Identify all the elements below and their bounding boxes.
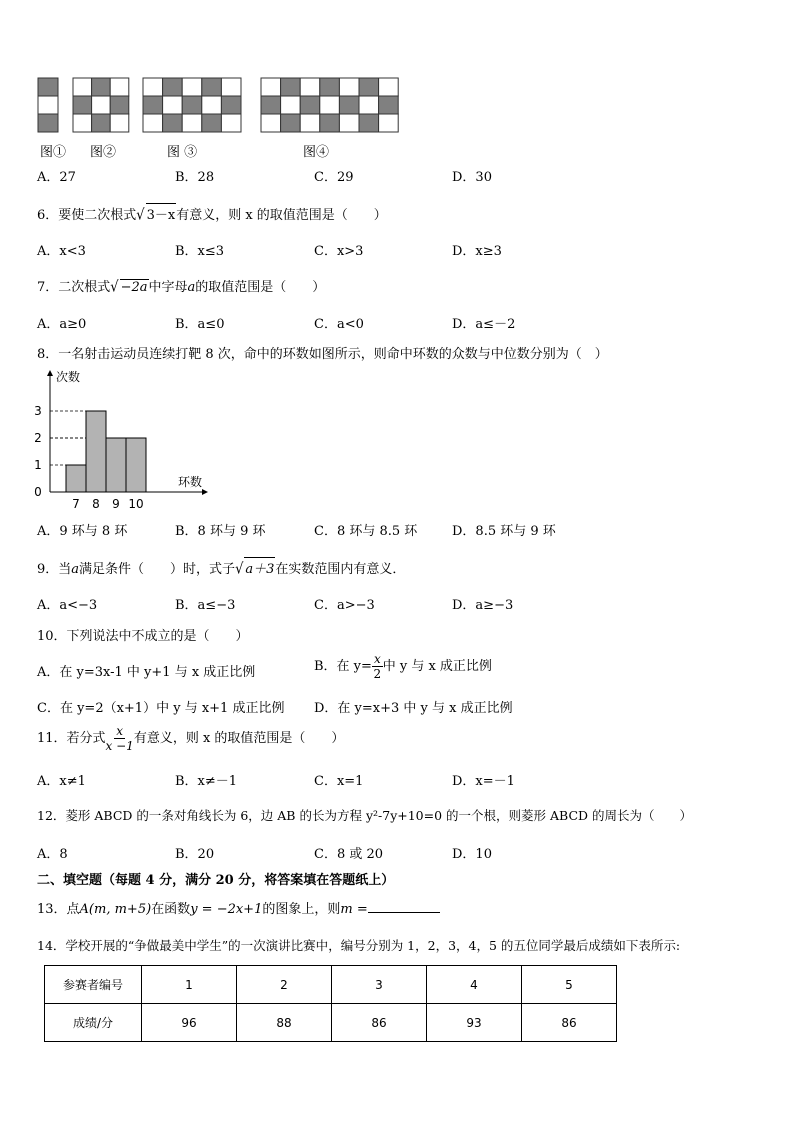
pattern-cell xyxy=(163,78,183,96)
pattern-cell xyxy=(182,96,202,114)
pattern-cell xyxy=(261,96,281,114)
q8-question: 8．一名射击运动员连续打靶 8 次，命中的环数如图所示，则命中环数的众数与中位数分别为（ ） xyxy=(37,347,608,362)
table-cell-id: 1 xyxy=(142,966,237,1004)
pattern-cell xyxy=(221,96,241,114)
pattern-cell xyxy=(143,114,163,132)
pattern-cell xyxy=(320,114,340,132)
figure-2 xyxy=(73,78,129,132)
q11-option-c: C．x=1 xyxy=(314,774,364,789)
table-cell-id: 3 xyxy=(332,966,427,1004)
q10-option-d: D．在 y=x+3 中 y 与 x 成正比例 xyxy=(314,701,513,716)
q8-option-b: B．8 环与 9 环 xyxy=(175,524,266,539)
pattern-cell xyxy=(163,96,183,114)
pattern-cell xyxy=(379,78,399,96)
q9-option-a: A．a<−3 xyxy=(37,598,98,613)
pattern-cell xyxy=(202,78,222,96)
q13-answer-blank[interactable] xyxy=(368,900,440,913)
table-cell-score: 86 xyxy=(332,1004,427,1042)
pattern-cell xyxy=(281,78,301,96)
q7-option-a: A．a≥0 xyxy=(37,317,87,332)
pattern-cell xyxy=(110,96,129,114)
pattern-cell xyxy=(182,114,202,132)
pattern-cell xyxy=(110,114,129,132)
y-axis-arrow xyxy=(47,370,53,376)
pattern-cell xyxy=(339,96,359,114)
pattern-cell xyxy=(73,114,92,132)
pattern-cell xyxy=(281,96,301,114)
pattern-cell xyxy=(359,96,379,114)
q6-question: 6．要使二次根式√ 3－x有意义，则 x 的取值范围是（ ） xyxy=(37,203,387,223)
x-axis-label: 环数 xyxy=(178,475,203,489)
table-score-label: 成绩/分 xyxy=(45,1004,142,1042)
pattern-cell xyxy=(163,114,183,132)
figure-4 xyxy=(261,78,398,132)
figure-1 xyxy=(38,78,58,132)
pattern-cell xyxy=(182,78,202,96)
pattern-cell xyxy=(92,96,111,114)
pattern-cell xyxy=(339,114,359,132)
figure-label-2: 图② xyxy=(90,145,117,160)
bar-7 xyxy=(66,465,86,492)
pattern-cell xyxy=(320,78,340,96)
pattern-cell xyxy=(379,96,399,114)
q7-option-d: D．a≤－2 xyxy=(452,317,516,332)
pattern-cell xyxy=(281,114,301,132)
x-tick-label: 8 xyxy=(92,497,100,511)
q9-question: 9．当a满足条件（ ）时，式子√ a＋3在实数范围内有意义． xyxy=(37,557,405,577)
q6-radicand: 3－x xyxy=(146,203,177,223)
q9-option-d: D．a≥−3 xyxy=(452,598,514,613)
q6-option-b: B．x≤3 xyxy=(175,244,225,259)
pattern-cell xyxy=(379,114,399,132)
pattern-cell xyxy=(300,114,320,132)
q12-option-d: D．10 xyxy=(452,847,492,862)
q10-option-b: B．在 y= $\frac{x}{2}$ 中 y 与 x 成正比例 xyxy=(314,652,492,681)
pattern-cell xyxy=(202,96,222,114)
q7-question: 7．二次根式√ −2a中字母a的取值范围是（ ） xyxy=(37,278,326,297)
bar-9 xyxy=(106,438,126,492)
bar-10 xyxy=(126,438,146,492)
q7-option-c: C．a<0 xyxy=(314,317,364,332)
q5-option-a: A．27 xyxy=(37,170,76,185)
q8-option-c: C．8 环与 8.5 环 xyxy=(314,524,418,539)
x-axis-arrow xyxy=(202,489,208,495)
q9-option-c: C．a>−3 xyxy=(314,598,375,613)
x-tick-label: 10 xyxy=(128,497,144,511)
pattern-cell xyxy=(300,78,320,96)
q8-option-d: D．8.5 环与 9 环 xyxy=(452,524,556,539)
x-tick-label: 9 xyxy=(112,497,120,511)
pattern-cell xyxy=(221,78,241,96)
section-2-title: 二、填空题（每题 4 分，满分 20 分，将答案填在答题纸上） xyxy=(37,873,395,888)
q11-option-b: B．x≠－1 xyxy=(175,774,238,789)
q14-question: 14．学校开展的“争做最美中学生”的一次演讲比赛中，编号分别为 1，2，3，4，5 的五位同学最后成绩如下表所示: xyxy=(37,938,681,953)
q10-question: 10．下列说法中不成立的是（ ） xyxy=(37,629,249,644)
table-cell-score: 88 xyxy=(237,1004,332,1042)
figure-label-1: 图① xyxy=(40,145,67,160)
table-cell-score: 86 xyxy=(522,1004,617,1042)
y-tick-label: 0 xyxy=(34,485,42,499)
score-table xyxy=(44,965,617,1042)
q6-option-a: A．x<3 xyxy=(37,244,86,259)
x-tick-label: 7 xyxy=(72,497,80,511)
pattern-cell xyxy=(359,114,379,132)
table-cell-score: 93 xyxy=(427,1004,522,1042)
q11-option-a: A．x≠1 xyxy=(37,774,86,789)
table-header-label: 参赛者编号 xyxy=(45,966,142,1004)
q5-option-c: C．29 xyxy=(314,170,354,185)
y-tick-label: 2 xyxy=(34,431,42,445)
figure-label-3: 图 ③ xyxy=(167,145,198,160)
pattern-cell xyxy=(300,96,320,114)
y-tick-label: 3 xyxy=(34,404,42,418)
q11-option-d: D．x=－1 xyxy=(452,774,515,789)
table-cell-score: 96 xyxy=(142,1004,237,1042)
pattern-cell xyxy=(261,114,281,132)
q9-option-b: B．a≤−3 xyxy=(175,598,236,613)
pattern-cell xyxy=(320,96,340,114)
q13-question: 13．点A(m, m+5)在函数y = −2x+1的图象上，则m = xyxy=(37,898,440,917)
bar-8 xyxy=(86,411,106,492)
figure-label-4: 图④ xyxy=(303,145,330,160)
pattern-cell xyxy=(339,78,359,96)
pattern-cell xyxy=(143,96,163,114)
q11-question: 11．若分式 $\frac{x}{x -1}$ 有意义，则 x 的取值范围是（ ） xyxy=(37,724,345,753)
figure-3 xyxy=(143,78,241,132)
pattern-cell xyxy=(221,114,241,132)
table-cell-id: 5 xyxy=(522,966,617,1004)
pattern-cell xyxy=(261,78,281,96)
q12-question: 12．菱形 ABCD 的一条对角线长为 6，边 AB 的长为方程 y²-7y+10=0 的一个根，则菱形 ABCD 的周长为（ ） xyxy=(37,808,693,823)
pattern-cell xyxy=(92,78,111,96)
q8-option-a: A．9 环与 8 环 xyxy=(37,524,128,539)
q5-option-d: D．30 xyxy=(452,170,492,185)
y-tick-label: 1 xyxy=(34,458,42,472)
table-row-ids xyxy=(45,966,617,1004)
q6-option-d: D．x≥3 xyxy=(452,244,502,259)
q7-radicand: −2a xyxy=(120,280,148,295)
pattern-cell xyxy=(92,114,111,132)
q12-option-a: A．8 xyxy=(37,847,68,862)
q5-option-b: B．28 xyxy=(175,170,215,185)
table-cell-id: 4 xyxy=(427,966,522,1004)
pattern-cell xyxy=(143,78,163,96)
pattern-cell xyxy=(73,96,92,114)
q7-option-b: B．a≤0 xyxy=(175,317,225,332)
table-row-scores xyxy=(45,1004,617,1042)
pattern-cell xyxy=(73,78,92,96)
pattern-cell xyxy=(110,78,129,96)
q12-option-b: B．20 xyxy=(175,847,215,862)
q9-radicand: a＋3 xyxy=(244,557,275,577)
q10-option-c: C．在 y=2（x+1）中 y 与 x+1 成正比例 xyxy=(37,701,285,716)
table-cell-id: 2 xyxy=(237,966,332,1004)
pattern-figures xyxy=(36,76,406,136)
pattern-cell xyxy=(359,78,379,96)
bar-chart xyxy=(30,366,220,516)
q10-option-a: A．在 y=3x-1 中 y+1 与 x 成正比例 xyxy=(37,665,256,680)
y-axis-label: 次数 xyxy=(56,370,81,384)
q12-option-c: C．8 或 20 xyxy=(314,847,384,862)
pattern-cell xyxy=(202,114,222,132)
q6-option-c: C．x>3 xyxy=(314,244,364,259)
